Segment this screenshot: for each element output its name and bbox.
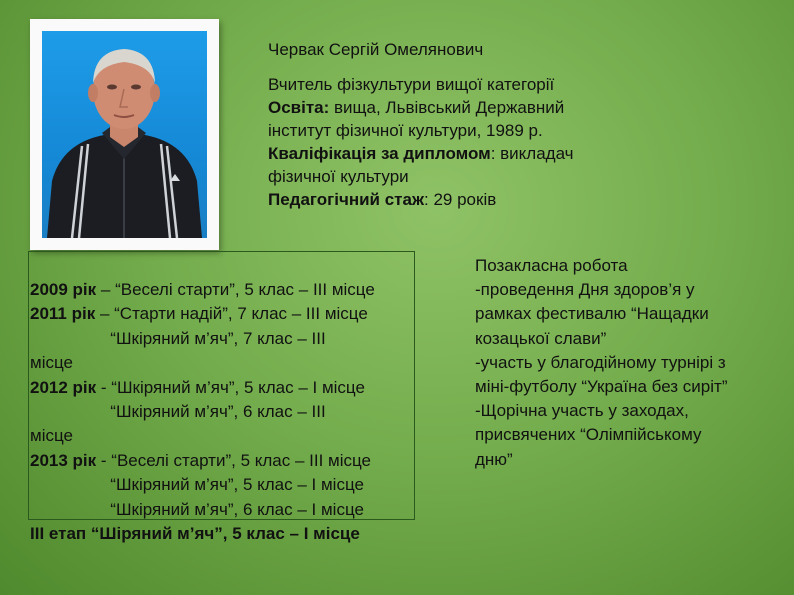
achievement-year: 2009 рік <box>30 280 97 299</box>
achievement-year: ІІІ етап “Шіряний м’яч”, 5 клас – І місце <box>30 524 360 544</box>
teacher-portrait-image <box>42 31 207 238</box>
achievement-text: - “Веселі старти”, 5 клас – ІІІ місце <box>96 450 372 470</box>
extracurricular-heading: Позакласна робота <box>475 256 628 275</box>
achievement-row <box>30 400 450 424</box>
achievement-text: місце <box>30 426 73 446</box>
teacher-position: Вчитель фізкультури вищої категорії <box>268 75 555 94</box>
achievement-row <box>30 498 450 522</box>
extracurricular-list <box>475 254 785 472</box>
education-line-1 <box>268 96 648 119</box>
achievement-row <box>30 278 450 302</box>
achievements-list <box>30 278 450 546</box>
achievement-text: – “Старти надій”, 7 клас – ІІІ місце <box>95 304 368 324</box>
qualification-value-1: : викладач <box>490 144 574 163</box>
teacher-photo <box>42 31 207 238</box>
experience-value: : 29 років <box>424 190 497 209</box>
achievement-row <box>30 449 450 473</box>
achievement-row <box>30 473 450 497</box>
achievement-row <box>30 424 450 448</box>
achievement-text: місце <box>30 353 73 373</box>
extracurricular-line: козацької слави” <box>475 328 607 348</box>
extracurricular-line: -Щорічна участь у заходах, <box>475 401 689 421</box>
achievement-text: “Шкіряний м’яч”, 6 клас – І місце <box>30 499 364 519</box>
achievement-text: – “Веселі старти”, 5 клас – ІІІ місце <box>96 280 375 299</box>
achievement-row <box>30 522 450 546</box>
extracurricular-line: дню” <box>475 449 513 469</box>
achievement-row <box>30 302 450 326</box>
teacher-name: Червак Сергій Омелянович <box>268 40 484 59</box>
achievement-row <box>30 327 450 351</box>
achievement-row <box>30 376 450 400</box>
extracurricular-line: міні-футболу “Україна без сиріт” <box>475 377 728 397</box>
achievement-text: - “Шкіряний м’яч”, 5 клас – І місце <box>96 377 365 397</box>
photo-frame <box>30 19 219 250</box>
education-value-1: вища, Львівський Державний <box>329 98 565 117</box>
achievement-text: “Шкіряний м’яч”, 5 клас – І місце <box>30 475 364 495</box>
extracurricular-line: -участь у благодійному турнірі з <box>475 352 726 372</box>
extracurricular-line: рамках фестивалю “Нащадки <box>475 304 709 324</box>
qualification-line-1 <box>268 142 648 165</box>
experience-label: Педагогічний стаж <box>268 190 425 209</box>
extracurricular-line: присвячених “Олімпійському <box>475 425 702 445</box>
achievement-row <box>30 351 450 375</box>
achievement-text: “Шкіряний м’яч”, 6 клас – ІІІ <box>30 402 326 422</box>
achievement-year: 2012 рік <box>30 377 97 397</box>
education-value-2: інститут фізичної культури, 1989 р. <box>268 121 543 140</box>
qualification-value-2: фізичної культури <box>268 167 409 186</box>
education-label: Освіта: <box>268 98 330 117</box>
achievement-year: 2011 рік <box>30 304 96 324</box>
qualification-label: Кваліфікація за дипломом <box>268 144 491 163</box>
achievement-year: 2013 рік <box>30 450 97 470</box>
experience-line <box>268 188 648 211</box>
extracurricular-line: -проведення Дня здоров’я у <box>475 280 695 300</box>
achievement-text: “Шкіряний м’яч”, 7 клас – ІІІ <box>30 328 326 348</box>
teacher-bio <box>268 38 648 211</box>
